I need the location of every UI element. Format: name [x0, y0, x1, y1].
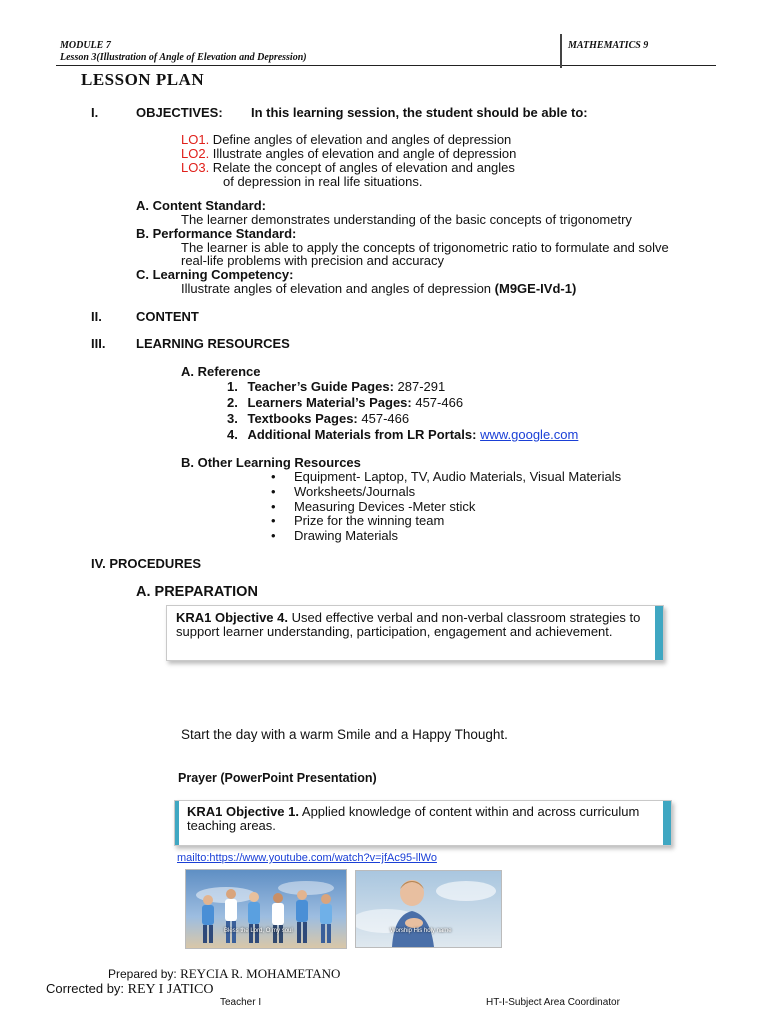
accent-bar: [655, 606, 663, 660]
preparation-label: A. PREPARATION: [136, 584, 258, 600]
other-resources-label: B. Other Learning Resources: [181, 455, 361, 470]
list-item: • Drawing Materials: [271, 529, 621, 544]
greeting-text: Start the day with a warm Smile and a Happy Thought.: [181, 727, 508, 742]
role-coordinator: HT-I-Subject Area Coordinator: [486, 997, 620, 1008]
reference-value: 287-291: [393, 379, 446, 394]
header-divider: [56, 65, 716, 66]
list-item: • Prize for the winning team: [271, 514, 621, 529]
header-vertical-divider: [560, 34, 562, 68]
objective-code: LO3.: [181, 160, 210, 175]
accent-bar-left: [175, 801, 179, 845]
reference-num: 1.: [227, 379, 238, 394]
kra1-objective4-text: [176, 611, 651, 639]
reference-value: 457-466: [411, 395, 464, 410]
reference-value: 457-466: [357, 411, 410, 426]
subject-label: MATHEMATICS 9: [568, 40, 649, 51]
competency-text: Illustrate angles of elevation and angles of depression: [181, 281, 495, 296]
video-caption: Bless the Lord, O my soul: [224, 928, 293, 934]
video-caption: Worship His holy name: [390, 928, 452, 934]
section-1-label: OBJECTIVES:: [136, 105, 223, 120]
video-thumbnail-1[interactable]: [185, 869, 347, 949]
competency-code: (M9GE-IVd-1): [494, 281, 577, 296]
reference-label-text: Additional Materials from LR Portals:: [247, 427, 477, 442]
kra-text: Used effective verbal and non-verbal classroom strategies to support learner understanding, participation, engagement and achievement.: [176, 610, 641, 639]
list-item: • Worksheets/Journals: [271, 485, 621, 500]
corrected-label: Corrected by:: [46, 981, 125, 996]
reference-label-text: Teacher’s Guide Pages:: [247, 379, 394, 394]
content-standard-text: The learner demonstrates understanding of the basic concepts of trigonometry: [181, 212, 632, 227]
section-1-numeral: I.: [91, 105, 99, 120]
reference-item-4: [227, 428, 578, 443]
kra-label: KRA1 Objective 4.: [176, 610, 288, 625]
content-standard-label: A. Content Standard:: [136, 198, 266, 213]
prepared-name: REYCIA R. MOHAMETANO: [180, 966, 341, 981]
kra1-objective4-box: [166, 605, 664, 661]
role-teacher: Teacher I: [220, 997, 262, 1008]
learning-competency-text: [181, 282, 576, 297]
reference-num: 2.: [227, 395, 238, 410]
prayer-label: Prayer (PowerPoint Presentation): [178, 771, 377, 785]
objective-text: Define angles of elevation and angles of depression: [209, 132, 512, 147]
reference-item-3: [227, 412, 409, 427]
reference-num: 4.: [227, 427, 238, 442]
kra1-objective1-box: [174, 800, 672, 846]
reference-item-1: [227, 380, 445, 395]
google-link[interactable]: www.google.com: [480, 427, 579, 442]
reference-label: A. Reference: [181, 364, 261, 379]
accent-bar: [663, 801, 671, 845]
reference-label-text: Textbooks Pages:: [247, 411, 358, 426]
section-3-numeral: III.: [91, 336, 106, 351]
kra-label: KRA1 Objective 1.: [187, 804, 299, 819]
objective-code: LO2.: [181, 146, 210, 161]
other-resources-list: [271, 470, 621, 544]
module-label: MODULE 7: [60, 40, 111, 51]
boy-singing-image: [356, 871, 501, 947]
procedures-label: IV. PROCEDURES: [91, 556, 202, 571]
corrected-by: [46, 981, 213, 998]
prepared-by: [108, 966, 340, 982]
section-3-label: LEARNING RESOURCES: [136, 336, 290, 351]
performance-standard-label: B. Performance Standard:: [136, 226, 297, 241]
list-item: • Measuring Devices -Meter stick: [271, 500, 621, 515]
objective-lo3-continuation: of depression in real life situations.: [223, 174, 423, 189]
reference-num: 3.: [227, 411, 238, 426]
reference-item-2: [227, 396, 463, 411]
section-1-intro: In this learning session, the student should be able to:: [251, 105, 588, 120]
performance-standard-line2: real-life problems with precision and accuracy: [181, 253, 445, 268]
video-thumbnail-2[interactable]: [355, 870, 502, 948]
kra-text: Applied knowledge of content within and across curriculum teaching areas.: [187, 804, 640, 833]
prepared-label: Prepared by:: [108, 967, 177, 981]
lesson-label: Lesson 3(Illustration of Angle of Elevation and Depression): [60, 52, 307, 63]
youtube-link[interactable]: mailto:https://www.youtube.com/watch?v=jfAc95-llWo: [177, 852, 437, 864]
objective-text: Illustrate angles of elevation and angle of depression: [209, 146, 517, 161]
learning-competency-label: C. Learning Competency:: [136, 267, 294, 282]
corrected-name: REY I JATICO: [127, 982, 214, 997]
kids-singing-image: [186, 870, 346, 948]
performance-standard-line1: The learner is able to apply the concepts of trigonometric ratio to formulate and solve: [181, 240, 669, 255]
objective-text: Relate the concept of angles of elevation and angles: [209, 160, 515, 175]
page-title: LESSON PLAN: [81, 70, 205, 89]
kra1-objective1-text: [187, 805, 657, 833]
section-2-label: CONTENT: [136, 309, 199, 324]
reference-label-text: Learners Material’s Pages:: [247, 395, 412, 410]
objective-code: LO1.: [181, 132, 210, 147]
list-item: • Equipment- Laptop, TV, Audio Materials, Visual Materials: [271, 470, 621, 485]
section-2-numeral: II.: [91, 309, 102, 324]
